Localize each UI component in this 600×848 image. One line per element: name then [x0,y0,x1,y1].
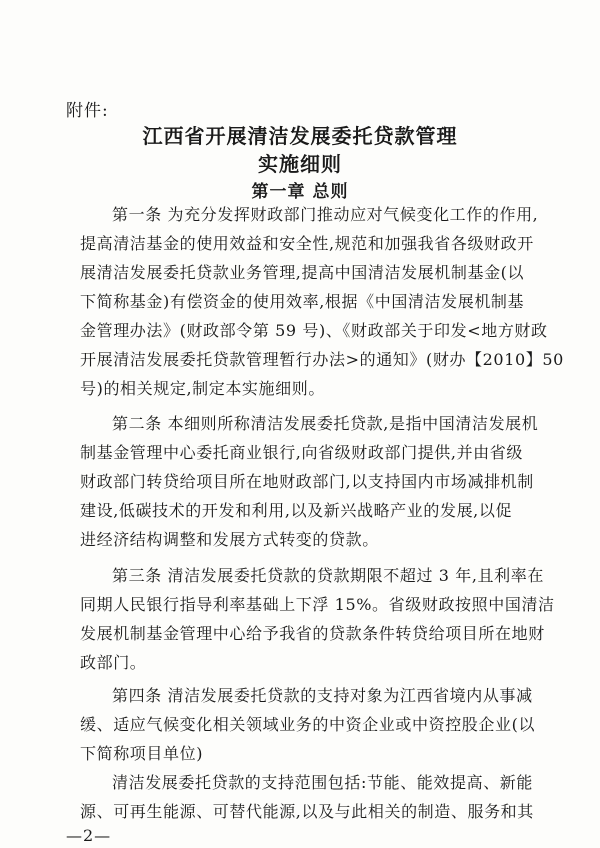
body-line: 展清洁发展委托贷款业务管理,提高中国清洁发展机制基金(以 [80,263,525,282]
body-line: 第一条 为充分发挥财政部门推动应对气候变化工作的作用, [112,205,539,224]
body-line: 财政部门转贷给项目所在地财政部门,以支持国内市场减排机制 [80,472,534,491]
body-line: 开展清洁发展委托贷款管理暂行办法>的通知》(财办【2010】50 [80,350,564,369]
page-number: —2— [66,826,112,845]
chapter-heading: 第一章 总则 [251,182,349,202]
body-line: 号)的相关规定,制定本实施细则。 [80,379,325,398]
body-line: 建设,低碳技术的开发和利用,以及新兴战略产业的发展,以促 [80,501,513,520]
document-title-line-1: 江西省开展清洁发展委托贷款管理 [142,124,458,148]
body-line: 进经济结构调整和发展方式转变的贷款。 [80,530,379,549]
body-line: 第三条 清洁发展委托贷款的贷款期限不超过 3 年,且利率在 [112,566,544,585]
body-line: 第二条 本细则所称清洁发展委托贷款,是指中国清洁发展机 [112,414,539,433]
attachment-label: 附件: [66,101,109,121]
body-line: 缓、适应气候变化相关领域业务的中资企业或中资控股企业(以 [80,715,536,734]
body-line: 清洁发展委托贷款的支持范围包括:节能、能效提高、新能 [112,773,533,792]
body-line: 下简称项目单位) [80,744,204,763]
body-line: 第四条 清洁发展委托贷款的支持对象为江西省境内从事减 [112,686,533,705]
body-line: 同期人民银行指导利率基础上下浮 15%。省级财政按照中国清洁 [80,595,555,614]
body-line: 金管理办法》(财政部令第 59 号)、《财政部关于印发<地方财政 [80,321,548,340]
body-line: 制基金管理中心委托商业银行,向省级财政部门提供,并由省级 [80,443,523,462]
document-title-line-2: 实施细则 [258,152,342,176]
body-line: 源、可再生能源、可替代能源,以及与此相关的制造、服务和其 [80,802,534,821]
body-line: 发展机制基金管理中心给予我省的贷款条件转贷给项目所在地财 [80,624,545,643]
body-line: 政部门。 [80,653,147,672]
body-line: 提高清洁基金的使用效益和安全性,规范和加强我省各级财政开 [80,234,534,253]
body-line: 下简称基金)有偿资金的使用效率,根据《中国清洁发展机制基 [80,292,525,311]
